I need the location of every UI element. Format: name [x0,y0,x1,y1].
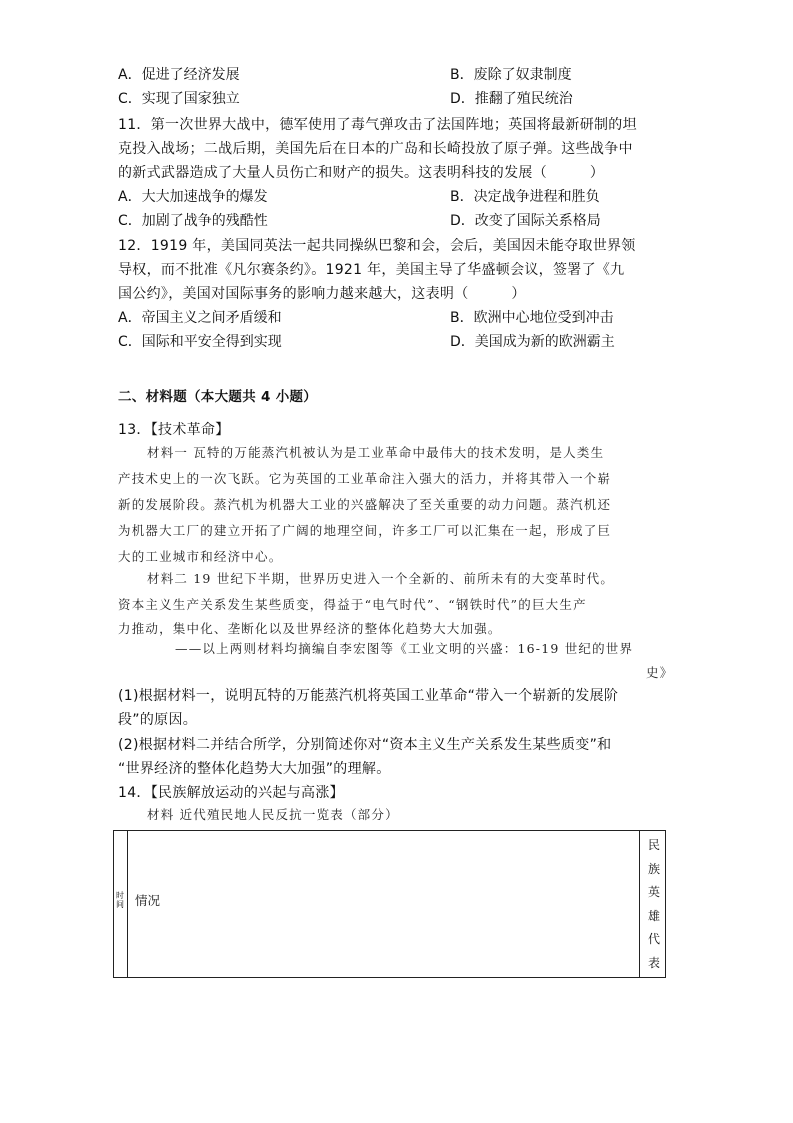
q13-material-1-line-4: 为机器大工厂的建立开拓了广阔的地理空间，许多工厂可以汇集在一起，形成了巨 [118,523,612,538]
q14-table-caption: 材料 近代殖民地人民反抗一览表（部分） [147,807,399,822]
q12-option-d[interactable]: D．美国成为新的欧洲霸主 [450,334,615,350]
q11-option-b[interactable]: B．决定战争进程和胜负 [450,189,600,205]
colonial-resistance-table [113,830,666,978]
table-header-time: 时间 [116,891,124,909]
table-divider [639,831,640,977]
q11-option-c[interactable]: C．加剧了战争的残酷性 [118,213,268,229]
q13-material-2-line-2: 资本主义生产关系发生某些质变，得益于“电气时代”、“钢铁时代”的巨大生产 [118,597,587,612]
q13-question-1-line-1: (1)根据材料一，说明瓦特的万能蒸汽机将英国工业革命“带入一个崭新的发展阶 [118,688,619,704]
q13-source-line-1: ——以上两则材料均摘编自李宏图等《工业文明的兴盛：16-19 世纪的世界 [175,641,634,656]
q13-question-1-line-2: 段”的原因。 [118,712,198,728]
q13-material-1-line-5: 大的工业城市和经济中心。 [118,549,283,564]
section-2-heading: 二、材料题（本大题共 4 小题） [118,389,318,405]
q11-option-d[interactable]: D．改变了国际关系格局 [450,213,601,229]
q11-stem-line-1: 11．第一次世界大战中，德军使用了毒气弹攻击了法国阵地；英国将最新研制的坦 [118,117,637,133]
q13-question-2-line-1: (2)根据材料二并结合所学，分别简述你对“资本主义生产关系发生某些质变”和 [118,737,612,753]
q11-stem-line-3: 的新式武器造成了大量人员伤亡和财产的损失。这表明科技的发展（ ） [118,165,605,181]
q10-option-a[interactable]: A．促进了经济发展 [118,67,240,83]
q10-option-b[interactable]: B．废除了奴隶制度 [450,67,572,83]
q13-material-2-line-1: 材料二 19 世纪下半期，世界历史进入一个全新的、前所未有的大变革时代。 [147,571,615,586]
q12-stem-line-2: 导权，而不批准《凡尔赛条约》。1921 年，美国主导了华盛顿会议，签署了《九 [118,262,625,278]
q13-material-1-line-1: 材料一 瓦特的万能蒸汽机被认为是工业革命中最伟大的技术发明，是人类生 [147,445,605,460]
q13-material-1-line-2: 产技术史上的一次飞跃。它为英国的工业革命注入强大的活力，并将其带入一个崭 [118,471,612,486]
q11-option-a[interactable]: A．大大加速战争的爆发 [118,189,268,205]
q11-stem-line-2: 克投入战场；二战后期，美国先后在日本的广岛和长崎投放了原子弹。这些战争中 [118,141,633,157]
q14-title: 14．【民族解放运动的兴起与高涨】 [118,785,344,801]
q12-option-a[interactable]: A．帝国主义之间矛盾缓和 [118,310,282,326]
q10-option-d[interactable]: D．推翻了殖民统治 [450,91,573,107]
q12-stem-line-1: 12．1919 年，美国同英法一起共同操纵巴黎和会，会后，美国因未能夺取世界领 [118,238,636,254]
q13-title: 13．【技术革命】 [118,422,230,438]
q13-source-line-2: 史》 [646,665,674,680]
q12-option-b[interactable]: B．欧洲中心地位受到冲击 [450,310,614,326]
table-divider [127,831,128,977]
q12-option-c[interactable]: C．国际和平安全得到实现 [118,334,282,350]
q13-material-1-line-3: 新的发展阶段。蒸汽机为机器大工业的兴盛解决了至关重要的动力问题。蒸汽机还 [118,497,612,512]
q10-option-c[interactable]: C．实现了国家独立 [118,91,240,107]
table-header-hero: 民族英雄代表 [647,838,660,970]
table-header-situation: 情况 [135,893,161,908]
q12-stem-line-3: 国公约》，美国对国际事务的影响力越来越大，这表明（ ） [118,286,526,302]
q13-question-2-line-2: “世界经济的整体化趋势大大加强”的理解。 [118,761,391,777]
q13-material-2-line-3: 力推动，集中化、垄断化以及世界经济的整体化趋势大大加强。 [118,621,502,636]
